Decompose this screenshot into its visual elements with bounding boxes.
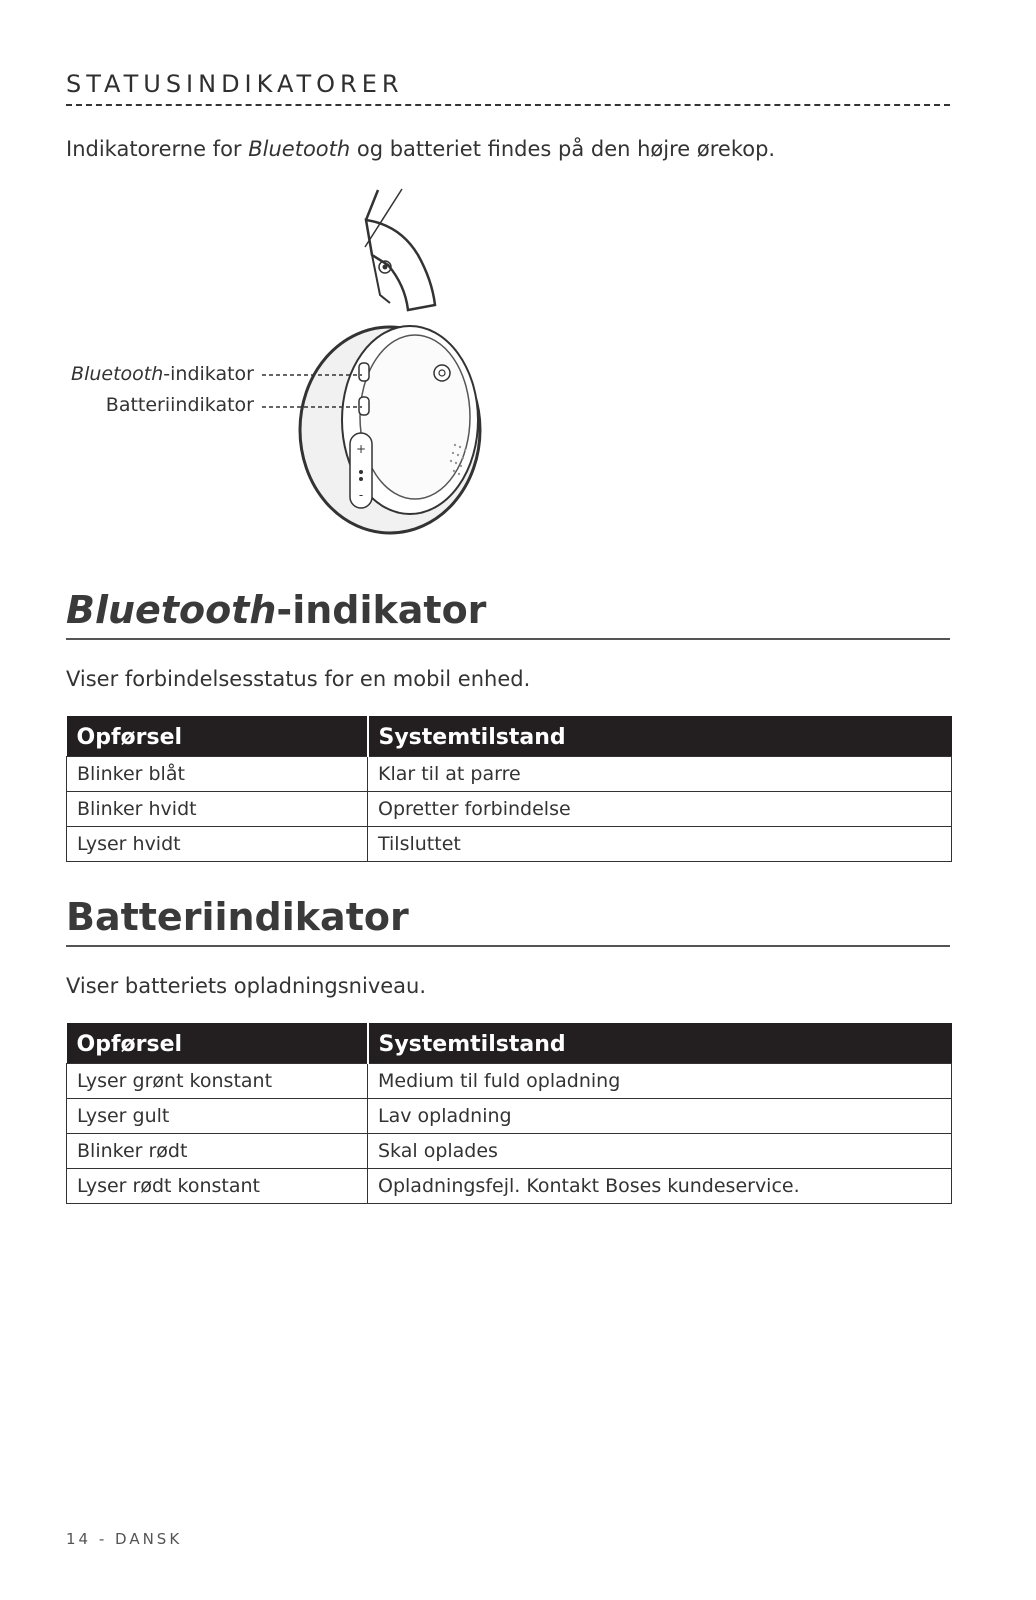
battery-heading: Batteriindikator (66, 895, 409, 939)
state-cell: Klar til at parre (368, 757, 952, 792)
section-dashed-rule (66, 104, 950, 106)
behavior-cell: Lyser rødt konstant (67, 1169, 368, 1204)
section-title: STATUSINDIKATORER (66, 70, 404, 98)
column-header: Opførsel (67, 716, 368, 757)
behavior-cell: Lyser hvidt (67, 827, 368, 862)
svg-text:+: + (355, 442, 367, 456)
table-header-row (67, 1023, 952, 1064)
column-header: Opførsel (67, 1023, 368, 1064)
battery-heading-rule (66, 945, 950, 947)
state-cell: Skal oplades (368, 1134, 952, 1169)
state-cell: Opladningsfejl. Kontakt Boses kundeservice. (368, 1169, 952, 1204)
intro-after: og batteriet findes på den højre ørekop. (350, 137, 776, 161)
table-row (67, 792, 952, 827)
state-cell: Opretter forbindelse (368, 792, 952, 827)
table-row (67, 827, 952, 862)
callout-bluetooth-rest: -indikator (163, 363, 254, 385)
bluetooth-heading-rule (66, 638, 950, 640)
bluetooth-heading-emphasis: Bluetooth (66, 588, 277, 632)
intro-emphasis: Bluetooth (248, 137, 351, 161)
table-row (67, 1099, 952, 1134)
state-cell: Medium til fuld opladning (368, 1064, 952, 1099)
bluetooth-heading-rest: -indikator (276, 588, 487, 632)
callout-bluetooth-emphasis: Bluetooth (71, 363, 164, 385)
behavior-cell: Blinker hvidt (67, 792, 368, 827)
intro-before: Indikatorerne for (66, 137, 249, 161)
bluetooth-indicator-callout (44, 363, 254, 385)
page-footer: 14 - DANSK (66, 1530, 183, 1548)
bluetooth-status-table (66, 716, 952, 862)
state-cell: Lav opladning (368, 1099, 952, 1134)
table-row (67, 757, 952, 792)
column-header: Systemtilstand (368, 1023, 952, 1064)
svg-text:-: - (358, 488, 364, 502)
bluetooth-description: Viser forbindelsesstatus for en mobil enhed. (66, 667, 531, 691)
behavior-cell: Lyser gult (67, 1099, 368, 1134)
intro-text (66, 137, 775, 161)
behavior-cell: Lyser grønt konstant (67, 1064, 368, 1099)
bluetooth-heading (66, 588, 486, 632)
headphone-figure (60, 185, 520, 545)
battery-status-table (66, 1023, 952, 1204)
table-header-row (67, 716, 952, 757)
column-header: Systemtilstand (368, 716, 952, 757)
table-row (67, 1064, 952, 1099)
state-cell: Tilsluttet (368, 827, 952, 862)
behavior-cell: Blinker blåt (67, 757, 368, 792)
battery-indicator-callout: Batteriindikator (105, 394, 254, 416)
behavior-cell: Blinker rødt (67, 1134, 368, 1169)
table-row (67, 1169, 952, 1204)
battery-description: Viser batteriets opladningsniveau. (66, 974, 427, 998)
table-row (67, 1134, 952, 1169)
